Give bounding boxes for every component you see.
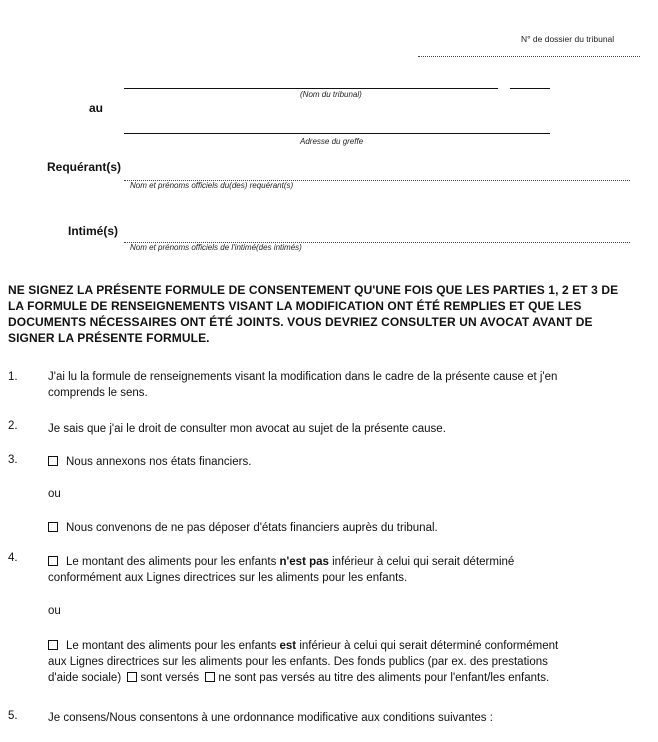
applicant-label: Requérant(s) bbox=[47, 160, 122, 174]
respondent-caption: Nom et prénoms officiels de l'intimé(des intimés) bbox=[130, 243, 302, 252]
warning-line: LA FORMULE DE RENSEIGNEMENTS VISANT LA MODIFICATION ONT ÉTÉ REMPLIES ET QUE LES bbox=[8, 299, 582, 313]
item-3-option-2-label: Nous convenons de ne pas déposer d'états financiers auprès du tribunal. bbox=[66, 522, 438, 534]
court-name-line-extra[interactable] bbox=[510, 88, 550, 89]
item-1-line: J'ai lu la formule de renseignements visant la modification dans le cadre de la présente cause et j'en bbox=[48, 371, 558, 383]
court-name-line[interactable] bbox=[124, 88, 498, 89]
consent-warning bbox=[8, 282, 628, 346]
registry-address-caption: Adresse du greffe bbox=[300, 137, 364, 146]
text: inférieur à celui qui serait déterminé conformément bbox=[296, 640, 559, 652]
item-1-line: comprends le sens. bbox=[48, 387, 148, 399]
emphasis: est bbox=[279, 640, 297, 652]
text: ne sont pas versés au titre des aliments pour l'enfant/les enfants. bbox=[218, 672, 550, 684]
checkbox[interactable] bbox=[48, 640, 58, 650]
item-number: 2. bbox=[8, 420, 18, 432]
emphasis: n'est pas bbox=[279, 556, 329, 568]
checkbox[interactable] bbox=[48, 522, 58, 532]
item-4-option-2 bbox=[48, 638, 638, 686]
warning-line: DOCUMENTS NÉCESSAIRES ONT ÉTÉ JOINTS. VOUS DEVRIEZ CONSULTER UN AVOCAT AVANT DE bbox=[8, 315, 593, 329]
item-3-option-1 bbox=[48, 454, 251, 470]
checkbox[interactable] bbox=[127, 672, 137, 682]
checkbox[interactable] bbox=[48, 556, 58, 566]
item-4-option-1 bbox=[48, 554, 633, 586]
item-3-option-2 bbox=[48, 520, 438, 536]
text: sont versés bbox=[140, 672, 200, 684]
court-file-number-label: N° de dossier du tribunal bbox=[521, 34, 615, 44]
or-label: ou bbox=[48, 488, 61, 500]
registry-address-line[interactable] bbox=[124, 133, 550, 134]
item-5-text: Je consens/Nous consentons à une ordonnance modificative aux conditions suivantes : bbox=[48, 712, 493, 724]
text: Le montant des aliments pour les enfants bbox=[66, 640, 280, 652]
item-2-text: Je sais que j'ai le droit de consulter mon avocat au sujet de la présente cause. bbox=[48, 423, 446, 435]
respondent-label: Intimé(s) bbox=[68, 224, 119, 238]
item-1-text bbox=[48, 369, 628, 401]
item-4-option-1-line: conformément aux Lignes directrices sur les aliments pour les enfants. bbox=[48, 572, 408, 584]
text: Le montant des aliments pour les enfants bbox=[66, 556, 280, 568]
checkbox[interactable] bbox=[205, 672, 215, 682]
checkbox[interactable] bbox=[48, 456, 58, 466]
item-number: 1. bbox=[8, 371, 18, 383]
warning-line: SIGNER LA PRÉSENTE FORMULE. bbox=[8, 331, 210, 345]
item-number: 5. bbox=[8, 710, 18, 722]
text: d'aide sociale) bbox=[48, 672, 122, 684]
warning-line: NE SIGNEZ LA PRÉSENTE FORMULE DE CONSENTEMENT QU'UNE FOIS QUE LES PARTIES 1, 2 ET 3 DE bbox=[8, 283, 619, 297]
item-4-option-2-line: aux Lignes directrices sur les aliments pour les enfants. Des fonds publics (par ex. des prestations bbox=[48, 656, 548, 668]
court-file-number-line[interactable] bbox=[418, 56, 640, 57]
court-name-caption: (Nom du tribunal) bbox=[300, 90, 362, 99]
item-3-option-1-label: Nous annexons nos états financiers. bbox=[66, 456, 252, 468]
item-number: 3. bbox=[8, 454, 18, 466]
applicant-caption: Nom et prénoms officiels du(des) requérant(s) bbox=[130, 181, 294, 190]
au-label: au bbox=[89, 101, 104, 115]
or-label: ou bbox=[48, 605, 61, 617]
text: inférieur à celui qui serait déterminé bbox=[328, 556, 515, 568]
item-number: 4. bbox=[8, 552, 18, 564]
